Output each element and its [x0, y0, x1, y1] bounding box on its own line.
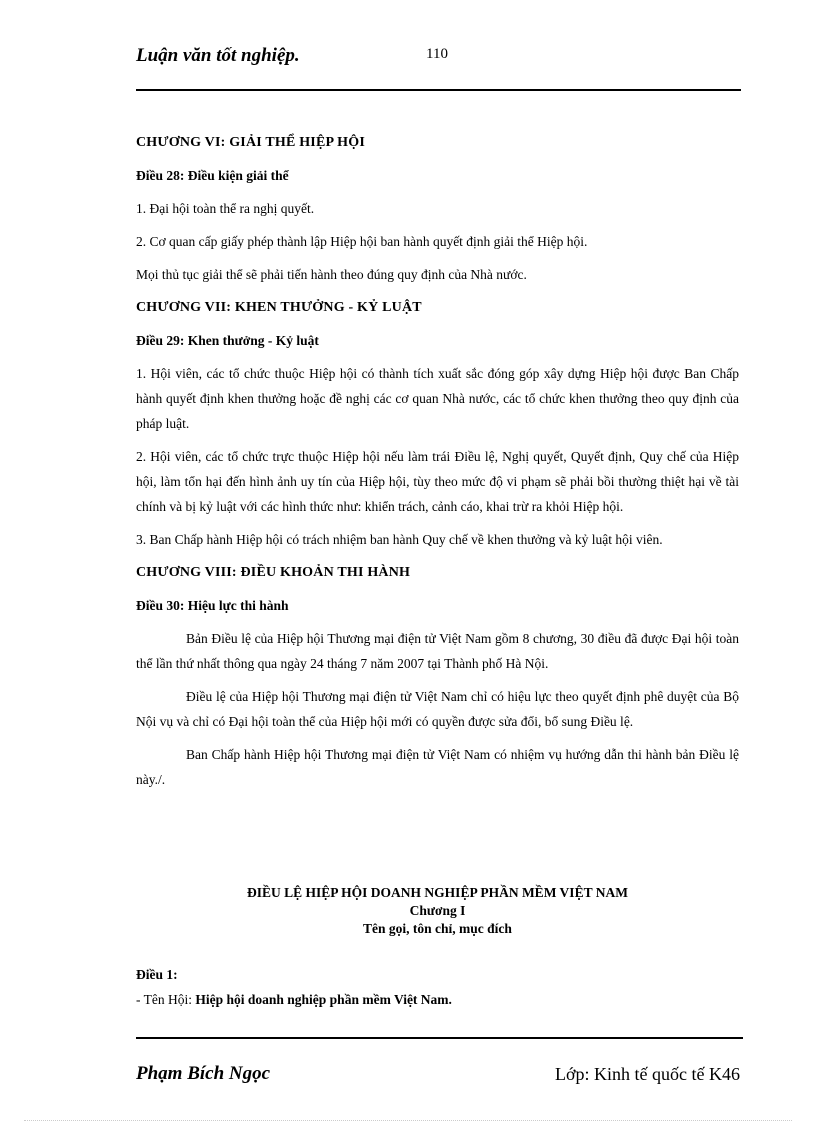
article-28-note: Mọi thủ tục giải thể sẽ phải tiến hành theo đúng quy định của Nhà nước.: [136, 267, 527, 282]
footer-divider: [136, 1037, 743, 1039]
second-document-article-1: [136, 962, 739, 1012]
header-divider: [136, 89, 741, 91]
second-document-chapter-title: Tên gọi, tôn chỉ, mục đích: [363, 921, 512, 936]
article-29-title: Điều 29: Khen thưởng - Kỷ luật: [136, 333, 319, 348]
second-document-title: ĐIỀU LỆ HIỆP HỘI DOANH NGHIỆP PHẦN MỀM VIỆT NAM: [247, 885, 628, 900]
article-29-item-3: 3. Ban Chấp hành Hiệp hội có trách nhiệm ban hành Quy chế về khen thưởng và kỷ luật hội viên.: [136, 532, 663, 547]
association-name-line: [136, 987, 739, 1012]
page-number: 110: [426, 46, 448, 62]
chapter-6-heading: CHƯƠNG VI: GIẢI THỂ HIỆP HỘI: [136, 135, 365, 150]
footer-class: Lớp: Kinh tế quốc tế K46: [555, 1064, 740, 1084]
article-30-title: Điều 30: Hiệu lực thi hành: [136, 598, 289, 613]
article-1-title: Điều 1:: [136, 967, 178, 982]
article-28-title: Điều 28: Điều kiện giải thể: [136, 168, 289, 183]
article-30-paragraph-1: Bản Điều lệ của Hiệp hội Thương mại điện tử Việt Nam gồm 8 chương, 30 điều đã được Đại hội toàn thể lần thứ nhất thông qua ngày 24 tháng 7 năm 2007 tại Thành phố Hà Nội.: [136, 631, 739, 671]
second-document-chapter: Chương I: [409, 903, 466, 918]
association-name-label: - Tên Hội:: [136, 992, 196, 1007]
document-body: [136, 130, 739, 800]
article-29-item-2: 2. Hội viên, các tổ chức trực thuộc Hiệp hội nếu làm trái Điều lệ, Nghị quyết, Quyết định, Quy chế của Hiệp hội, làm tổn hại đến hình ảnh uy tín của Hiệp hội, tùy theo mức độ vi phạm sẽ phải bồi thường thiệt hại về tài chính và bị kỷ luật với các hình thức như: khiển trách, cảnh cáo, khai trừ ra khỏi Hiệp hội.: [136, 449, 739, 514]
association-name-value: Hiệp hội doanh nghiệp phần mềm Việt Nam.: [195, 992, 452, 1007]
article-29-item-1: 1. Hội viên, các tổ chức thuộc Hiệp hội có thành tích xuất sắc đóng góp xây dựng Hiệp hội được Ban Chấp hành quyết định khen thưởng hoặc đề nghị các cơ quan Nhà nước, các tổ chức khen thưởng theo quy định của pháp luật.: [136, 366, 739, 431]
article-28-item-2: 2. Cơ quan cấp giấy phép thành lập Hiệp hội ban hành quyết định giải thể Hiệp hội.: [136, 234, 588, 249]
page-edge: [24, 1120, 792, 1121]
second-document-heading: [136, 884, 739, 938]
header-title: Luận văn tốt nghiệp.: [136, 45, 300, 66]
article-30-paragraph-2: Điều lệ của Hiệp hội Thương mại điện tử Việt Nam chỉ có hiệu lực theo quyết định phê duyệt của Bộ Nội vụ và chỉ có Đại hội toàn thể của Hiệp hội mới có quyền được sửa đổi, bổ sung Điều lệ.: [136, 689, 739, 729]
article-28-item-1: 1. Đại hội toàn thể ra nghị quyết.: [136, 201, 315, 216]
chapter-8-heading: CHƯƠNG VIII: ĐIỀU KHOẢN THI HÀNH: [136, 565, 411, 580]
article-30-paragraph-3: Ban Chấp hành Hiệp hội Thương mại điện tử Việt Nam có nhiệm vụ hướng dẫn thi hành bản Điều lệ này./.: [136, 747, 739, 787]
chapter-7-heading: CHƯƠNG VII: KHEN THƯỞNG - KỶ LUẬT: [136, 300, 422, 315]
footer-author: Phạm Bích Ngọc: [136, 1063, 271, 1084]
